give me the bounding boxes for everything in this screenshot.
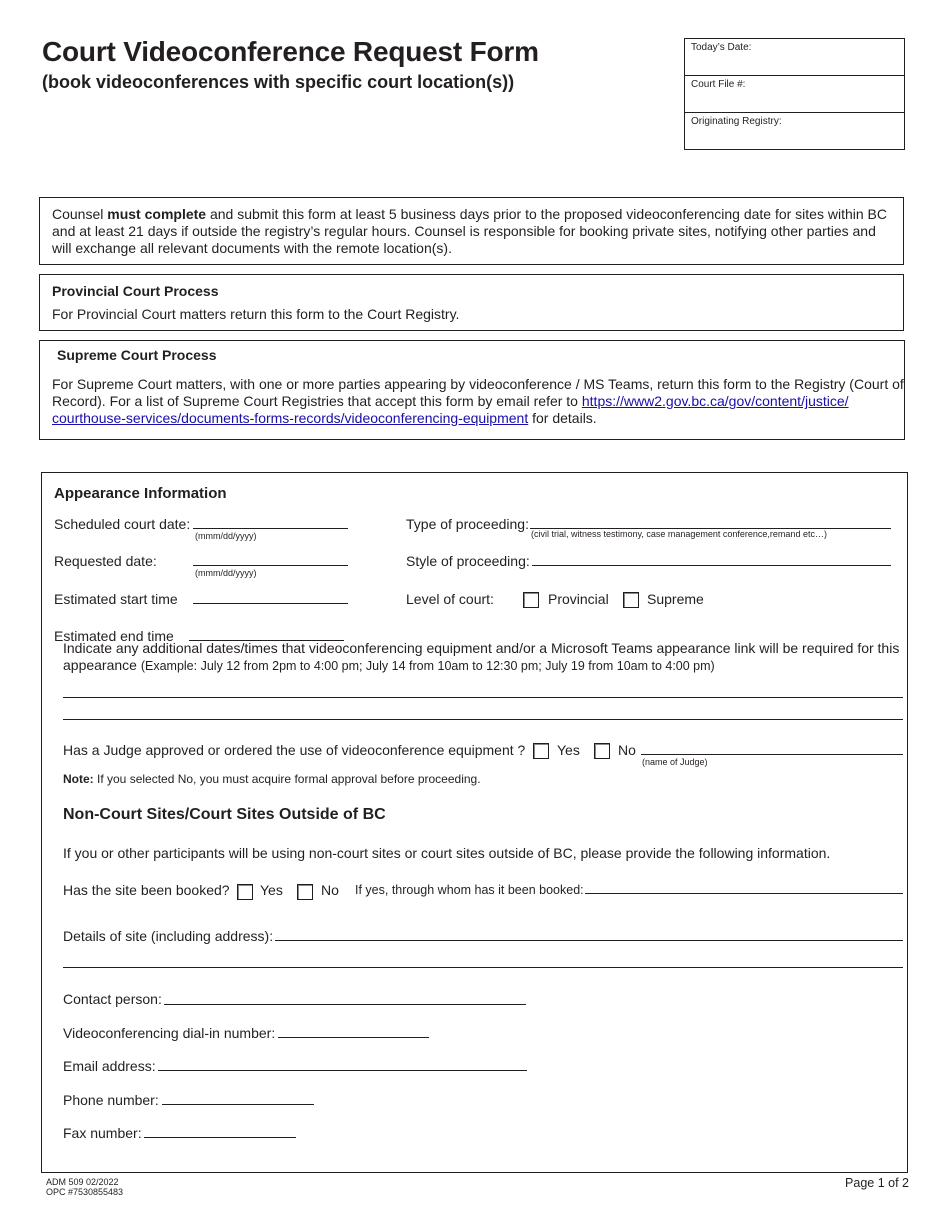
- level-of-court-label: Level of court:: [406, 591, 494, 607]
- type-of-proceeding-input[interactable]: [530, 511, 891, 527]
- requested-date-label: Requested date:: [54, 553, 157, 569]
- supreme-checkbox[interactable]: [623, 592, 639, 608]
- site-booked-no-label: No: [321, 882, 339, 898]
- scheduled-court-date-label: Scheduled court date:: [54, 516, 191, 532]
- intro-bold: must complete: [107, 206, 207, 222]
- dialin-line: [278, 1037, 429, 1038]
- additional-dates-input-1[interactable]: [63, 680, 903, 696]
- site-details-input-2[interactable]: [63, 950, 903, 966]
- supreme-heading: Supreme Court Process: [57, 347, 217, 363]
- intro-text-1: Counsel: [52, 206, 108, 222]
- site-details-line-2: [63, 967, 903, 968]
- site-booked-no-checkbox[interactable]: [297, 884, 313, 900]
- additional-dates-text: [63, 640, 903, 675]
- court-file-cell: [685, 76, 904, 113]
- contact-person-label: Contact person:: [63, 991, 162, 1007]
- todays-date-label: Today’s Date:: [691, 42, 752, 53]
- fax-line: [144, 1137, 296, 1138]
- dialin-input[interactable]: [278, 1020, 429, 1036]
- additional-dates-example: (Example: July 12 from 2pm to 4:00 pm; July 14 from 10am to 12:30 pm; July 19 from 10am to 4:00 pm): [140, 659, 715, 673]
- note-body: If you selected No, you must acquire formal approval before proceeding.: [93, 772, 481, 786]
- email-label: Email address:: [63, 1058, 156, 1074]
- noncourt-intro: If you or other participants will be using non-court sites or court sites outside of BC, please provide the following information.: [63, 845, 831, 861]
- note-text: [63, 772, 481, 786]
- requested-date-hint: (mmm/dd/yyyy): [195, 568, 257, 578]
- provincial-checkbox[interactable]: [523, 592, 539, 608]
- site-details-label: Details of site (including address):: [63, 928, 274, 944]
- provincial-heading: Provincial Court Process: [52, 283, 219, 299]
- header-info-box: [684, 38, 905, 150]
- noncourt-heading: Non-Court Sites/Court Sites Outside of BC: [63, 806, 386, 823]
- page-number: Page 1 of 2: [845, 1176, 909, 1190]
- supreme-text: [52, 376, 910, 427]
- todays-date-input[interactable]: [691, 56, 898, 68]
- note-bold: Note:: [63, 772, 94, 786]
- type-of-proceeding-hint: (civil trial, witness testimony, case management conference,remand etc…): [531, 529, 827, 539]
- estimated-start-line: [193, 603, 348, 604]
- phone-line: [162, 1104, 314, 1105]
- judge-yes-label: Yes: [557, 742, 580, 758]
- estimated-start-input[interactable]: [193, 586, 348, 602]
- scheduled-court-date-input[interactable]: [193, 511, 348, 527]
- page-title: Court Videoconference Request Form: [42, 36, 539, 67]
- site-details-input-1[interactable]: [275, 923, 903, 939]
- estimated-end-input[interactable]: [189, 623, 344, 639]
- estimated-end-label: Estimated end time: [54, 628, 174, 644]
- originating-registry-label: Originating Registry:: [691, 116, 782, 127]
- style-of-proceeding-label: Style of proceeding:: [406, 553, 530, 569]
- booked-by-line: [585, 893, 903, 894]
- page-subtitle: (book videoconferences with specific court location(s)): [42, 72, 515, 92]
- booked-by-label: If yes, through whom has it been booked:: [355, 883, 584, 897]
- additional-dates-main: Indicate any additional dates/times that videoconferencing equipment and/or a Microsoft Teams appearance link will be required for this appearance: [63, 640, 900, 673]
- court-file-input[interactable]: [691, 93, 898, 105]
- originating-registry-cell: [685, 113, 904, 150]
- site-booked-question: Has the site been booked?: [63, 882, 230, 898]
- email-line: [158, 1070, 527, 1071]
- todays-date-cell: [685, 39, 904, 76]
- requested-date-input[interactable]: [193, 548, 348, 564]
- scheduled-date-hint: (mmm/dd/yyyy): [195, 531, 257, 541]
- dialin-label: Videoconferencing dial-in number:: [63, 1025, 276, 1041]
- supreme-text-before: For Supreme Court matters, with one or more parties appearing by videoconference / MS Teams, return this form to the Registry (Court of Record). For a list of Supreme Court Registries that accept this form by email refer to: [52, 376, 904, 409]
- judge-no-checkbox[interactable]: [594, 743, 610, 759]
- scheduled-court-date-line: [193, 528, 348, 529]
- phone-input[interactable]: [162, 1087, 314, 1103]
- court-file-label: Court File #:: [691, 79, 746, 90]
- site-booked-yes-label: Yes: [260, 882, 283, 898]
- booked-by-input[interactable]: [585, 876, 903, 892]
- link-line-1: https://www2.gov.bc.ca/gov/content/justice/: [581, 393, 849, 409]
- supreme-text-after: for details.: [528, 410, 597, 426]
- style-of-proceeding-line: [532, 565, 891, 566]
- supreme-box: [39, 340, 905, 440]
- estimated-start-label: Estimated start time: [54, 591, 178, 607]
- provincial-text: For Provincial Court matters return this form to the Court Registry.: [52, 306, 460, 322]
- email-input[interactable]: [158, 1053, 527, 1069]
- originating-registry-input[interactable]: [691, 130, 898, 142]
- judge-name-hint: (name of Judge): [642, 757, 708, 767]
- judge-no-label: No: [618, 742, 636, 758]
- type-of-proceeding-label: Type of proceeding:: [406, 516, 529, 532]
- judge-question: Has a Judge approved or ordered the use of videoconference equipment ?: [63, 742, 526, 758]
- intro-text-2: and submit this form at least 5 business days prior to the proposed videoconferencing date for sites within BC and at least 21 days if outside the registry’s regular hours. Counsel is responsible for booking private sites, notifying other parties and will exchange all relevant documents with the remote location(s).: [52, 206, 887, 256]
- requested-date-line: [193, 565, 348, 566]
- phone-label: Phone number:: [63, 1092, 159, 1108]
- fax-input[interactable]: [144, 1120, 296, 1136]
- judge-name-input[interactable]: [641, 737, 903, 753]
- appearance-heading: Appearance Information: [54, 485, 227, 502]
- contact-person-input[interactable]: [164, 987, 526, 1003]
- judge-name-line: [641, 754, 903, 755]
- intro-box: [39, 197, 904, 265]
- fax-label: Fax number:: [63, 1125, 142, 1141]
- opc-number: OPC #7530855483: [46, 1187, 124, 1197]
- provincial-label: Provincial: [548, 591, 609, 607]
- additional-dates-line-2: [63, 719, 903, 720]
- style-of-proceeding-input[interactable]: [532, 548, 891, 564]
- site-details-line-1: [275, 940, 903, 941]
- supreme-label: Supreme: [647, 591, 704, 607]
- judge-yes-checkbox[interactable]: [533, 743, 549, 759]
- link-line-2: courthouse-services/documents-forms-records/videoconferencing-equipment: [52, 410, 529, 426]
- form-id: ADM 509 02/2022: [46, 1177, 119, 1187]
- additional-dates-line-1: [63, 697, 903, 698]
- additional-dates-input-2[interactable]: [63, 702, 903, 718]
- site-booked-yes-checkbox[interactable]: [237, 884, 253, 900]
- provincial-box: [39, 274, 904, 331]
- contact-person-line: [164, 1004, 526, 1005]
